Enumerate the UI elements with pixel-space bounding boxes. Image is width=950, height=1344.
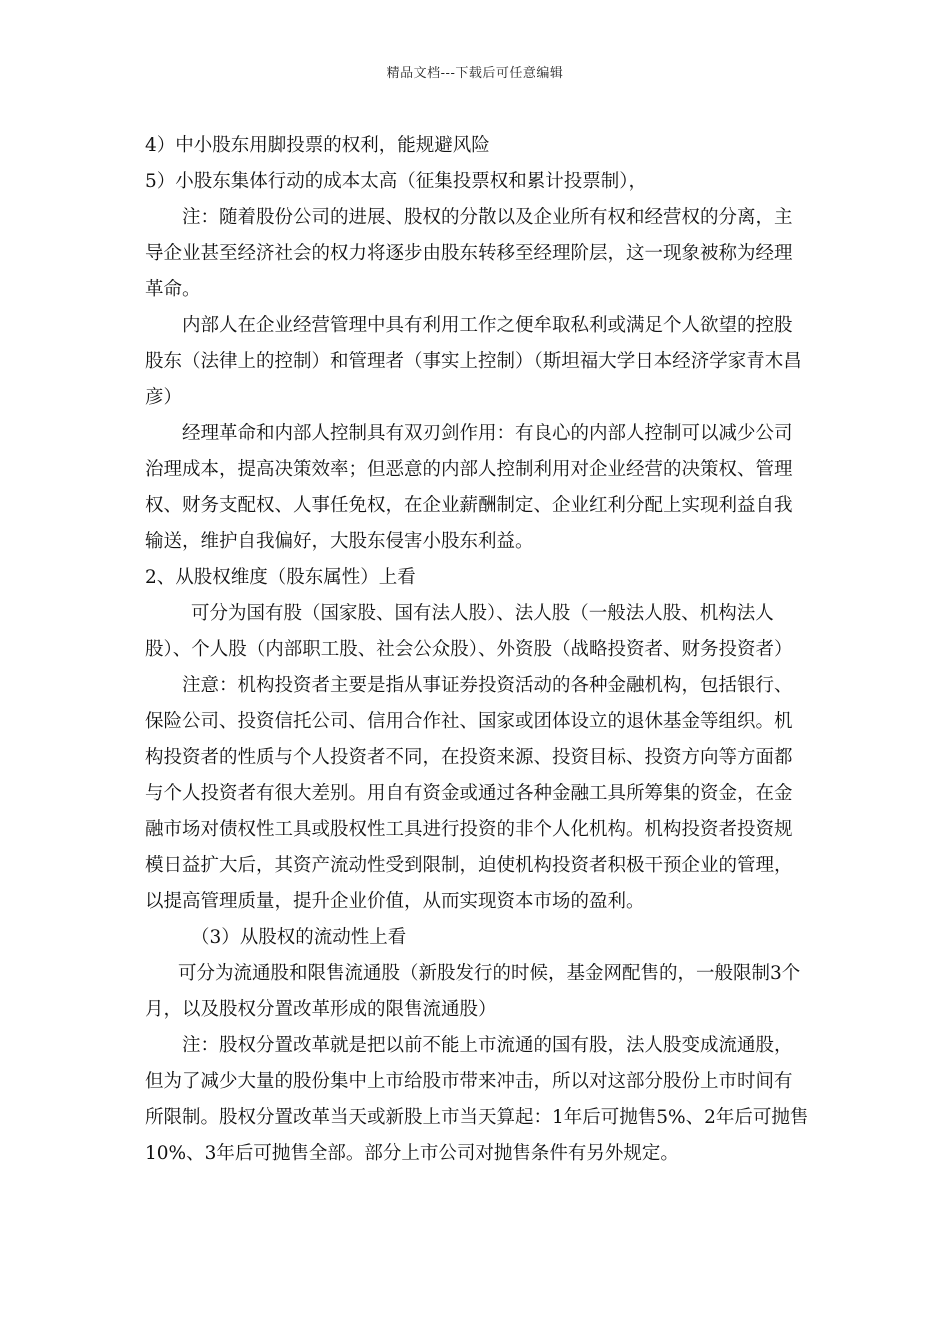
paragraph-equity-types: 可分为国有股（国家股、国有法人股）、法人股（一般法人股、机构法人股）、个人股（内部职工股、社会公众股）、外资股（战略投资者、财务投资者） bbox=[145, 603, 793, 660]
paragraph-double-edged-sword: 经理革命和内部人控制具有双刃剑作用：有良心的内部人控制可以减少公司治理成本，提高决策效率；但恶意的内部人控制利用对企业经营的决策权、管理权、财务支配权、人事任免权，在企业薪酬制定、企业红利分配上实现利益自我输送，维护自我偏好，大股东侵害小股东利益。 bbox=[145, 423, 793, 552]
paragraph-note-manager-revolution: 注：随着股份公司的进展、股权的分散以及企业所有权和经营权的分离，主导企业甚至经济社会的权力将逐步由股东转移至经理阶层，这一现象被称为经理革命。 bbox=[145, 207, 793, 300]
paragraph-note-institutional-investors: 注意：机构投资者主要是指从事证券投资活动的各种金融机构，包括银行、保险公司、投资信托公司、信用合作社、国家或团体设立的退休基金等组织。机构投资者的性质与个人投资者不同，在投资来源、投资目标、投资方向等方面都与个人投资者有很大差别。用自有资金或通过各种金融工具所筹集的资金，在金融市场对债权性工具或股权性工具进行投资的非个人化机构。机构投资者投资规模日益扩大后，其资产流动性受到限制，迫使机构投资者积极干预企业的管理，以提高管理质量，提升企业价值，从而实现资本市场的盈利。 bbox=[145, 675, 793, 912]
section-heading-equity-dimension: 2、从股权维度（股东属性）上看 bbox=[145, 567, 416, 588]
paragraph-item-5: 5）小股东集体行动的成本太高（征集投票权和累计投票制）， bbox=[145, 171, 648, 192]
document-body bbox=[145, 128, 810, 1172]
paragraph-item-4: 4）中小股东用脚投票的权利，能规避风险 bbox=[145, 135, 490, 156]
paragraph-liquidity-types: 可分为流通股和限售流通股（新股发行的时候，基金网配售的，一般限制3个月，以及股权分置改革形成的限售流通股） bbox=[145, 963, 801, 1020]
page-header: 精品文档---下载后可任意编辑 bbox=[386, 66, 564, 81]
paragraph-insider-definition: 内部人在企业经营管理中具有利用工作之便牟取私利或满足个人欲望的控股股东（法律上的控制）和管理者（事实上控制）（斯坦福大学日本经济学家青木昌彦） bbox=[145, 315, 802, 408]
section-heading-liquidity: （3）从股权的流动性上看 bbox=[191, 927, 407, 948]
paragraph-note-share-reform: 注：股权分置改革就是把以前不能上市流通的国有股，法人股变成流通股，但为了减少大量的股份集中上市给股市带来冲击，所以对这部分股份上市时间有所限制。股权分置改革当天或新股上市当天算起：1年后可抛售5%、2年后可抛售10%、3年后可抛售全部。部分上市公司对抛售条件有另外规定。 bbox=[145, 1035, 809, 1164]
